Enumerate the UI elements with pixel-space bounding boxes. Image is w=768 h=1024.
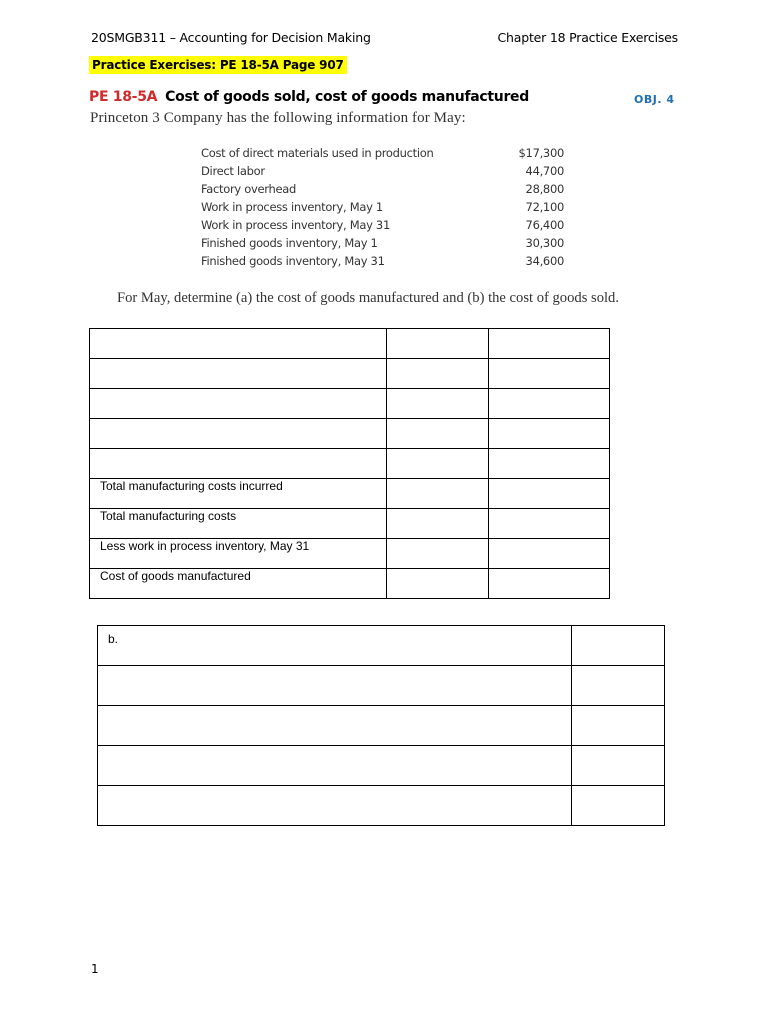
table-row xyxy=(98,666,665,706)
info-amount: 72,100 xyxy=(525,200,564,214)
info-amount: 76,400 xyxy=(525,218,564,232)
total-cell[interactable] xyxy=(489,359,610,389)
info-label: Direct labor xyxy=(201,164,265,178)
amount-cell[interactable] xyxy=(387,389,489,419)
table-row xyxy=(90,539,610,569)
info-amount: 44,700 xyxy=(525,164,564,178)
info-label: Work in process inventory, May 31 xyxy=(201,218,390,232)
table-row xyxy=(98,706,665,746)
info-row xyxy=(201,162,566,180)
row-label-cell[interactable]: b. xyxy=(98,626,572,666)
total-cell[interactable] xyxy=(489,569,610,599)
row-label-cell[interactable] xyxy=(90,449,387,479)
amount-cell[interactable] xyxy=(387,419,489,449)
answer-table-b xyxy=(97,625,665,826)
table-row xyxy=(90,509,610,539)
info-list xyxy=(201,144,566,270)
answer-table-a xyxy=(89,328,610,599)
table-row xyxy=(90,419,610,449)
row-label-cell[interactable]: Total manufacturing costs incurred xyxy=(90,479,387,509)
table-row xyxy=(90,389,610,419)
row-label-cell[interactable] xyxy=(90,389,387,419)
info-label: Finished goods inventory, May 1 xyxy=(201,236,378,250)
info-label: Factory overhead xyxy=(201,182,297,196)
table-row xyxy=(90,479,610,509)
info-row xyxy=(201,216,566,234)
info-label: Cost of direct materials used in production xyxy=(201,146,434,160)
info-amount: 30,300 xyxy=(525,236,564,250)
objective-label: OBJ. 4 xyxy=(634,93,675,106)
course-header: 20SMGB311 – Accounting for Decision Making xyxy=(91,30,371,45)
exercise-intro: Princeton 3 Company has the following information for May: xyxy=(90,110,466,126)
chapter-header: Chapter 18 Practice Exercises xyxy=(497,30,678,45)
info-row xyxy=(201,198,566,216)
total-cell[interactable] xyxy=(489,479,610,509)
info-label: Work in process inventory, May 1 xyxy=(201,200,383,214)
row-label-cell[interactable] xyxy=(90,329,387,359)
table-row xyxy=(98,746,665,786)
amount-cell[interactable] xyxy=(387,449,489,479)
table-row xyxy=(90,359,610,389)
table-row xyxy=(98,626,665,666)
info-amount: 34,600 xyxy=(525,254,564,268)
amount-cell[interactable] xyxy=(572,746,665,786)
row-label-cell[interactable] xyxy=(98,746,572,786)
row-label-cell[interactable]: Total manufacturing costs xyxy=(90,509,387,539)
info-amount: 28,800 xyxy=(525,182,564,196)
amount-cell[interactable] xyxy=(572,786,665,826)
total-cell[interactable] xyxy=(489,509,610,539)
amount-cell[interactable] xyxy=(387,329,489,359)
table-row xyxy=(90,329,610,359)
table-row xyxy=(98,786,665,826)
total-cell[interactable] xyxy=(489,329,610,359)
amount-cell[interactable] xyxy=(387,479,489,509)
total-cell[interactable] xyxy=(489,419,610,449)
total-cell[interactable] xyxy=(489,389,610,419)
row-label-cell[interactable] xyxy=(98,706,572,746)
info-label: Finished goods inventory, May 31 xyxy=(201,254,385,268)
exercise-title-line xyxy=(89,89,529,105)
amount-cell[interactable] xyxy=(572,706,665,746)
info-row xyxy=(201,252,566,270)
exercise-question: For May, determine (a) the cost of goods manufactured and (b) the cost of goods sold. xyxy=(117,290,620,306)
info-row xyxy=(201,144,566,162)
exercise-title: Cost of goods sold, cost of goods manufactured xyxy=(165,89,529,105)
amount-cell[interactable] xyxy=(387,509,489,539)
total-cell[interactable] xyxy=(489,449,610,479)
row-label-cell[interactable] xyxy=(90,419,387,449)
row-label-cell[interactable] xyxy=(98,786,572,826)
info-row xyxy=(201,234,566,252)
info-amount: $17,300 xyxy=(518,146,564,160)
table-row xyxy=(90,449,610,479)
info-row xyxy=(201,180,566,198)
amount-cell[interactable] xyxy=(572,626,665,666)
amount-cell[interactable] xyxy=(387,539,489,569)
row-label-cell[interactable] xyxy=(98,666,572,706)
table-row xyxy=(90,569,610,599)
row-label-cell[interactable] xyxy=(90,359,387,389)
amount-cell[interactable] xyxy=(572,666,665,706)
row-label-cell[interactable]: Less work in process inventory, May 31 xyxy=(90,539,387,569)
amount-cell[interactable] xyxy=(387,569,489,599)
exercise-code: PE 18-5A xyxy=(89,89,158,105)
amount-cell[interactable] xyxy=(387,359,489,389)
highlighted-heading: Practice Exercises: PE 18-5A Page 907 xyxy=(89,56,347,74)
page-number: 1 xyxy=(91,962,99,976)
total-cell[interactable] xyxy=(489,539,610,569)
row-label-cell[interactable]: Cost of goods manufactured xyxy=(90,569,387,599)
